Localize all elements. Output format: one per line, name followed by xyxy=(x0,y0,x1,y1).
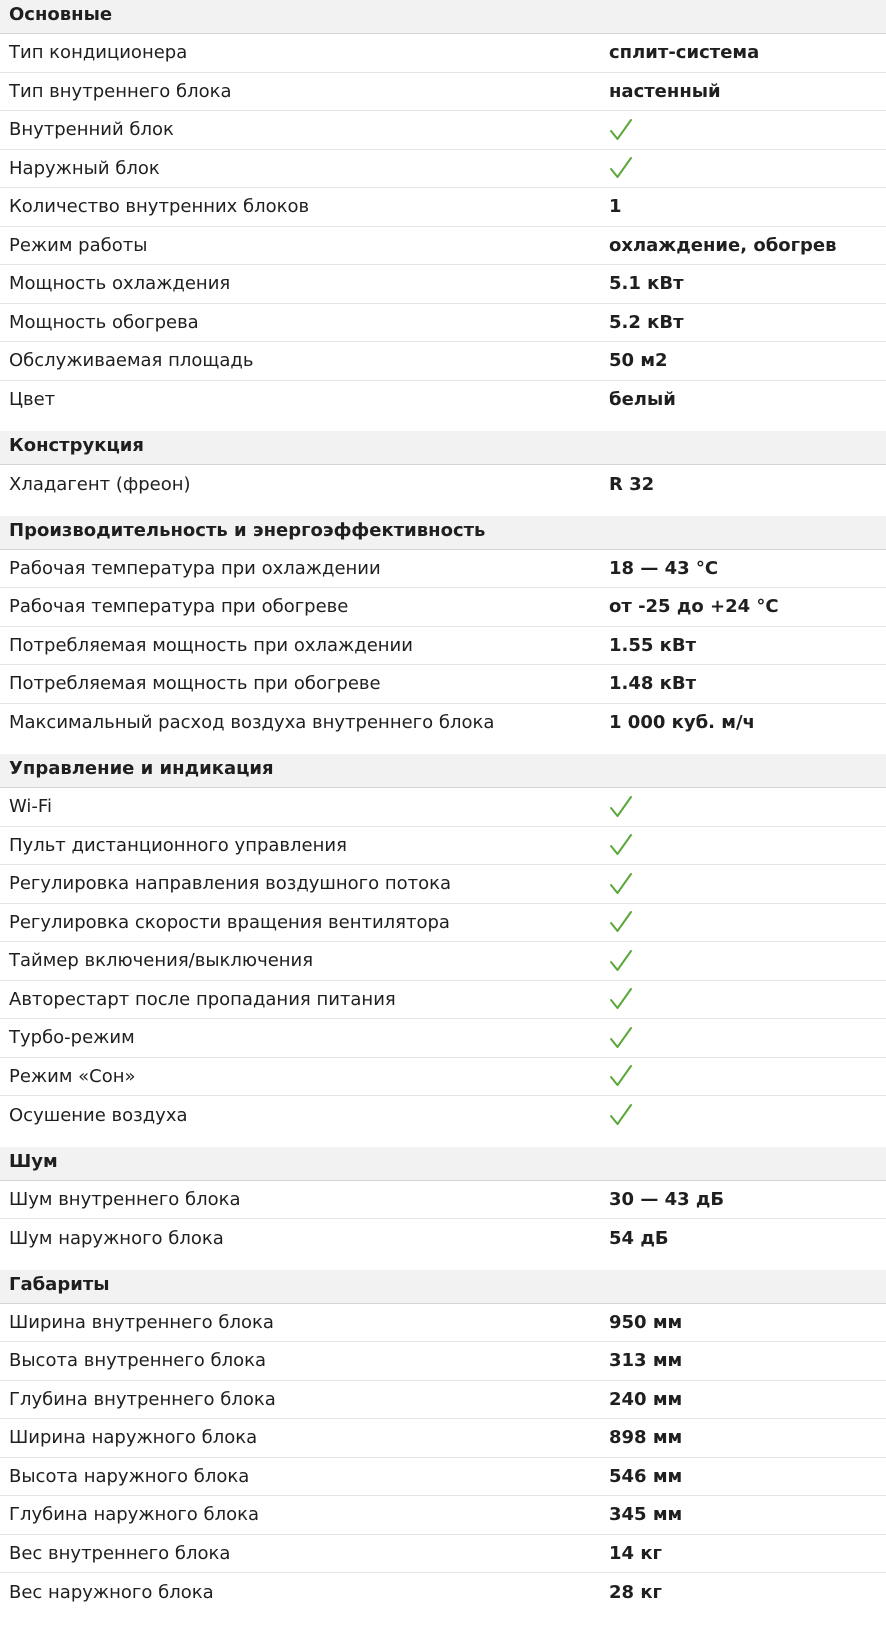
spec-label: Шум внутреннего блока xyxy=(9,1188,241,1210)
spec-value: 1.55 кВт xyxy=(609,634,697,656)
spec-row xyxy=(0,704,886,743)
spec-label: Высота внутреннего блока xyxy=(9,1350,267,1372)
spec-value: 240 мм xyxy=(609,1388,683,1410)
spec-label: Пульт дистанционного управления xyxy=(9,834,347,856)
spec-label: Глубина внутреннего блока xyxy=(9,1388,276,1410)
spec-row xyxy=(0,788,886,827)
spec-row xyxy=(0,827,886,866)
spec-value xyxy=(609,871,886,897)
spec-row xyxy=(0,1496,886,1535)
spec-row xyxy=(0,381,886,420)
spec-label: Тип кондиционера xyxy=(9,42,188,64)
checkmark-icon xyxy=(609,155,633,181)
spec-label: Ширина внутреннего блока xyxy=(9,1311,274,1333)
spec-label: Вес наружного блока xyxy=(9,1581,214,1603)
spec-value: 1.48 кВт xyxy=(609,673,697,695)
section-title: Основные xyxy=(0,0,886,34)
spec-label: Максимальный расход воздуха внутреннего блока xyxy=(9,712,495,734)
section-title: Шум xyxy=(0,1147,886,1181)
spec-row xyxy=(0,73,886,112)
spec-value xyxy=(609,117,886,143)
checkmark-icon xyxy=(609,794,633,820)
spec-row xyxy=(0,1458,886,1497)
spec-row xyxy=(0,1058,886,1097)
section-title: Конструкция xyxy=(0,431,886,465)
spec-row xyxy=(0,865,886,904)
spec-value xyxy=(609,155,886,181)
spec-value: 18 — 43 °C xyxy=(609,557,719,579)
checkmark-icon xyxy=(609,832,633,858)
spec-label: Количество внутренних блоков xyxy=(9,196,310,218)
spec-value: 5.1 кВт xyxy=(609,273,684,295)
spec-label: Режим работы xyxy=(9,234,148,256)
checkmark-icon xyxy=(609,948,633,974)
spec-value: настенный xyxy=(609,80,721,102)
spec-value: 345 мм xyxy=(609,1504,683,1526)
spec-row xyxy=(0,150,886,189)
spec-value: 1 000 куб. м/ч xyxy=(609,712,755,734)
spec-section xyxy=(0,0,886,419)
spec-value xyxy=(609,986,886,1012)
spec-label: Осушение воздуха xyxy=(9,1104,188,1126)
spec-row xyxy=(0,1419,886,1458)
spec-label: Таймер включения/выключения xyxy=(9,950,314,972)
spec-value: 1 xyxy=(609,196,622,218)
spec-value: 30 — 43 дБ xyxy=(609,1188,725,1210)
section-title: Производительность и энергоэффективность xyxy=(0,516,886,550)
spec-row xyxy=(0,588,886,627)
spec-section xyxy=(0,431,886,504)
spec-label: Wi-Fi xyxy=(9,796,52,818)
spec-label: Высота наружного блока xyxy=(9,1465,250,1487)
checkmark-icon xyxy=(609,1102,633,1128)
checkmark-icon xyxy=(609,871,633,897)
spec-value: R 32 xyxy=(609,473,655,495)
spec-value: 313 мм xyxy=(609,1350,683,1372)
spec-value: 28 кг xyxy=(609,1581,662,1603)
spec-label: Шум наружного блока xyxy=(9,1227,224,1249)
spec-row xyxy=(0,465,886,504)
spec-label: Мощность обогрева xyxy=(9,311,199,333)
spec-row xyxy=(0,34,886,73)
spec-row xyxy=(0,904,886,943)
spec-label: Рабочая температура при охлаждении xyxy=(9,557,381,579)
spec-value: от -25 до +24 °C xyxy=(609,596,779,618)
spec-label: Внутренний блок xyxy=(9,119,174,141)
spec-value: сплит-система xyxy=(609,42,760,64)
spec-label: Наружный блок xyxy=(9,157,160,179)
spec-label: Режим «Сон» xyxy=(9,1065,136,1087)
spec-label: Хладагент (фреон) xyxy=(9,473,191,495)
checkmark-icon xyxy=(609,986,633,1012)
spec-label: Мощность охлаждения xyxy=(9,273,231,295)
spec-label: Тип внутреннего блока xyxy=(9,80,232,102)
spec-value xyxy=(609,1063,886,1089)
spec-value: белый xyxy=(609,389,676,411)
spec-row xyxy=(0,550,886,589)
spec-label: Ширина наружного блока xyxy=(9,1427,258,1449)
spec-value xyxy=(609,794,886,820)
spec-row xyxy=(0,1573,886,1612)
spec-value: охлаждение, обогрев xyxy=(609,234,837,256)
spec-value xyxy=(609,1025,886,1051)
spec-value: 898 мм xyxy=(609,1427,683,1449)
spec-value: 950 мм xyxy=(609,1311,683,1333)
spec-section xyxy=(0,754,886,1135)
spec-row xyxy=(0,1096,886,1135)
spec-section xyxy=(0,1147,886,1258)
spec-row xyxy=(0,1181,886,1220)
spec-row xyxy=(0,304,886,343)
spec-row xyxy=(0,342,886,381)
section-title: Габариты xyxy=(0,1270,886,1304)
checkmark-icon xyxy=(609,1025,633,1051)
spec-label: Потребляемая мощность при обогреве xyxy=(9,673,381,695)
spec-label: Регулировка скорости вращения вентилятора xyxy=(9,911,450,933)
spec-row xyxy=(0,188,886,227)
spec-label: Потребляемая мощность при охлаждении xyxy=(9,634,413,656)
spec-row xyxy=(0,111,886,150)
spec-value: 546 мм xyxy=(609,1465,683,1487)
spec-row xyxy=(0,1342,886,1381)
spec-label: Вес внутреннего блока xyxy=(9,1542,231,1564)
spec-label: Цвет xyxy=(9,389,56,411)
spec-label: Рабочая температура при обогреве xyxy=(9,596,349,618)
spec-row xyxy=(0,981,886,1020)
spec-row xyxy=(0,265,886,304)
spec-row xyxy=(0,1219,886,1258)
checkmark-icon xyxy=(609,1063,633,1089)
spec-label: Глубина наружного блока xyxy=(9,1504,260,1526)
spec-row xyxy=(0,1304,886,1343)
checkmark-icon xyxy=(609,909,633,935)
spec-row xyxy=(0,1019,886,1058)
spec-row xyxy=(0,942,886,981)
spec-label: Турбо-режим xyxy=(9,1027,135,1049)
checkmark-icon xyxy=(609,117,633,143)
spec-value: 50 м2 xyxy=(609,350,668,372)
spec-value xyxy=(609,909,886,935)
spec-value xyxy=(609,948,886,974)
spec-section xyxy=(0,1270,886,1612)
spec-row xyxy=(0,665,886,704)
spec-row xyxy=(0,227,886,266)
spec-row xyxy=(0,1381,886,1420)
spec-value: 14 кг xyxy=(609,1542,662,1564)
spec-value xyxy=(609,832,886,858)
spec-value: 54 дБ xyxy=(609,1227,669,1249)
spec-label: Авторестарт после пропадания питания xyxy=(9,988,396,1010)
spec-value: 5.2 кВт xyxy=(609,311,684,333)
section-title: Управление и индикация xyxy=(0,754,886,788)
spec-row xyxy=(0,627,886,666)
spec-label: Обслуживаемая площадь xyxy=(9,350,254,372)
spec-value xyxy=(609,1102,886,1128)
spec-label: Регулировка направления воздушного потока xyxy=(9,873,452,895)
spec-section xyxy=(0,516,886,743)
spec-row xyxy=(0,1535,886,1574)
